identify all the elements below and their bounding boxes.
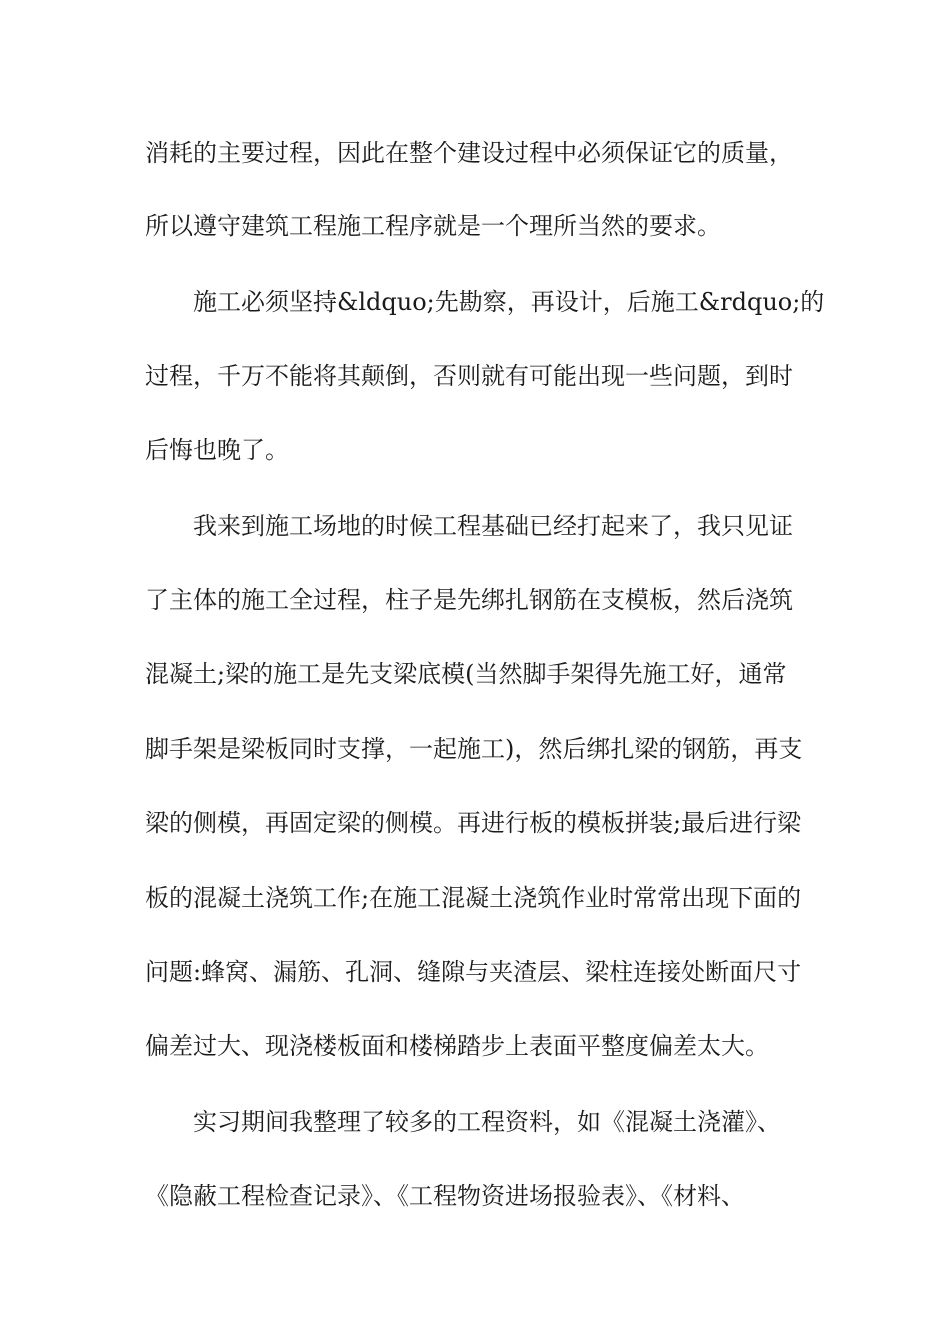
text-line: 梁的侧模，再固定梁的侧模。再进行板的模板拼装;最后进行梁 bbox=[145, 809, 802, 837]
text-line: 板的混凝土浇筑工作;在施工混凝土浇筑作业时常常出现下面的 bbox=[145, 884, 802, 912]
text-line: 过程，千万不能将其颠倒，否则就有可能出现一些问题，到时 bbox=[145, 362, 793, 390]
text-line: 问题:蜂窝、漏筋、孔洞、缝隙与夹渣层、梁柱连接处断面尺寸 bbox=[145, 958, 802, 986]
text-line: 混凝土;梁的施工是先支梁底模(当然脚手架得先施工好，通常 bbox=[145, 660, 787, 688]
paragraph-start-line: 实习期间我整理了较多的工程资料，如《混凝土浇灌》、 bbox=[193, 1108, 781, 1136]
text-line: 《隐蔽工程检查记录》、《工程物资进场报验表》、《材料、 bbox=[145, 1182, 745, 1210]
text-line: 了主体的施工全过程，柱子是先绑扎钢筋在支模板，然后浇筑 bbox=[145, 586, 793, 614]
text-line: 所以遵守建筑工程施工程序就是一个理所当然的要求。 bbox=[145, 212, 721, 240]
text-line: 后悔也晚了。 bbox=[145, 436, 289, 464]
paragraph-start-line: 我来到施工场地的时候工程基础已经打起来了，我只见证 bbox=[193, 512, 793, 540]
text-line: 消耗的主要过程，因此在整个建设过程中必须保证它的质量， bbox=[145, 139, 793, 167]
text-line: 脚手架是梁板同时支撑，一起施工)，然后绑扎梁的钢筋，再支 bbox=[145, 735, 803, 763]
paragraph-start-line: 施工必须坚持&ldquo;先勘察，再设计，后施工&rdquo;的 bbox=[193, 288, 825, 316]
text-line: 偏差过大、现浇楼板面和楼梯踏步上表面平整度偏差太大。 bbox=[145, 1032, 769, 1060]
